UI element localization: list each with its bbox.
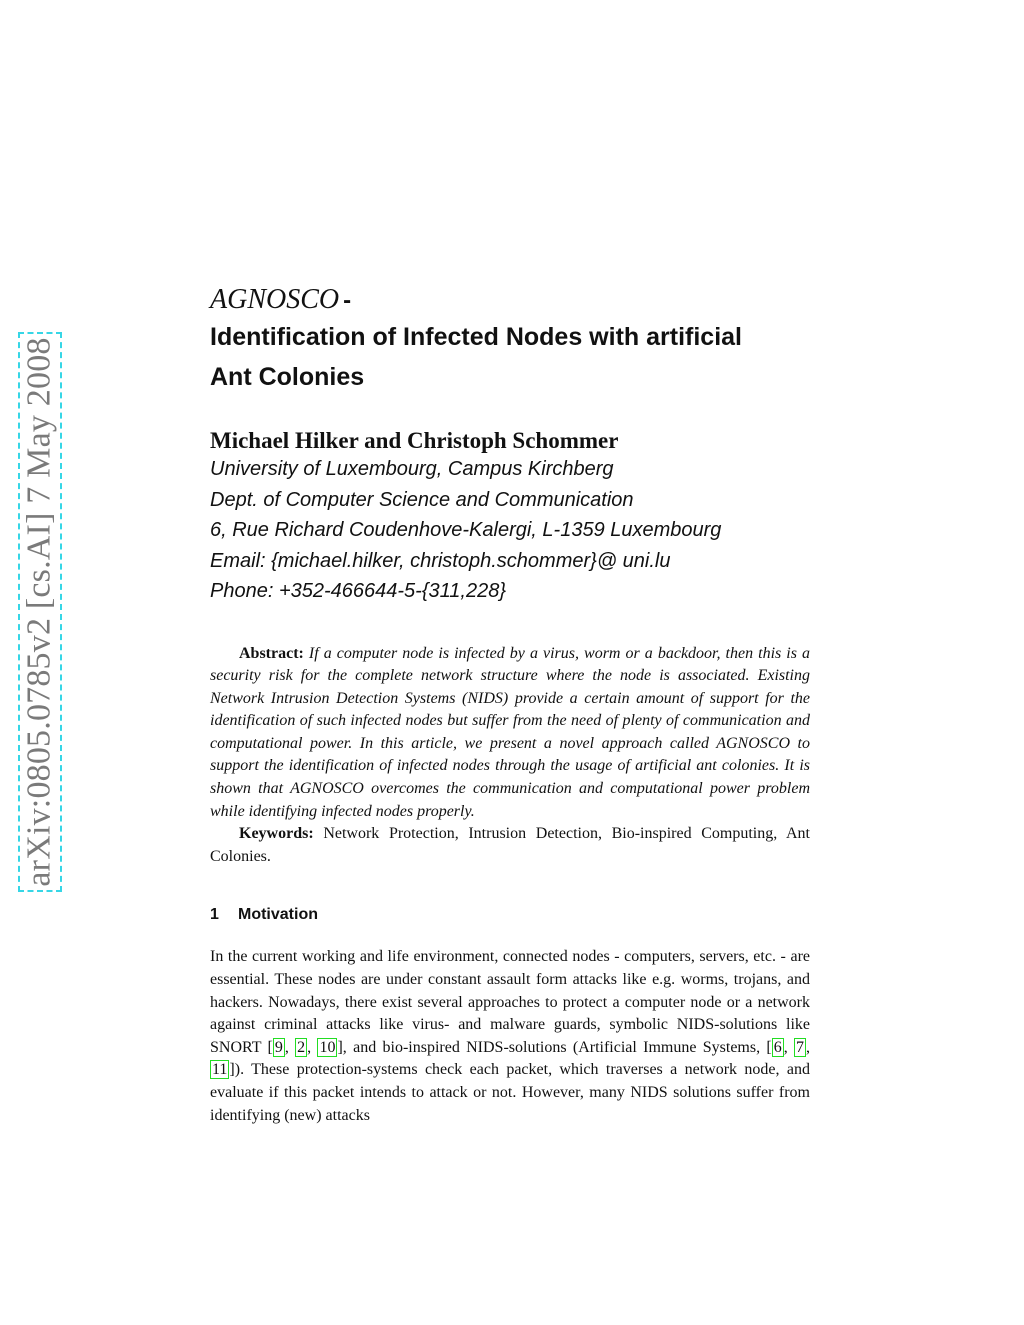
arxiv-identifier: arXiv:0805.0785v2 [cs.AI] 7 May 2008 xyxy=(21,337,59,887)
keywords-label: Keywords: xyxy=(239,825,314,843)
citation-separator: , xyxy=(783,1038,795,1056)
citation-link[interactable]: 6 xyxy=(773,1038,782,1056)
citation-separator: , xyxy=(284,1038,296,1056)
affiliation-address: 6, Rue Richard Coudenhove-Kalergi, L-1359 Luxembourg xyxy=(210,519,722,541)
abstract xyxy=(210,643,810,824)
title-dash: - xyxy=(343,287,352,314)
title-line-3: Ant Colonies xyxy=(210,363,365,391)
abstract-label: Abstract: xyxy=(239,644,304,662)
citation-separator: , xyxy=(806,1038,811,1056)
citation-link[interactable]: 7 xyxy=(796,1038,805,1056)
keywords xyxy=(210,823,810,868)
affiliation-block xyxy=(210,454,810,607)
citation-link[interactable]: 10 xyxy=(319,1038,336,1056)
paper-title xyxy=(210,284,810,396)
section-title: Motivation xyxy=(238,906,318,924)
affiliation-department: Dept. of Computer Science and Communication xyxy=(210,488,634,511)
title-line-2: Identification of Infected Nodes with artificial xyxy=(210,323,742,351)
arxiv-side-stamp xyxy=(18,332,62,892)
affiliation-university: University of Luxembourg, Campus Kirchberg xyxy=(210,458,614,480)
body-paragraph xyxy=(210,946,810,1127)
body-text-part-2: ], and bio-inspired NIDS-solutions (Artificial Immune Systems, [ xyxy=(337,1038,772,1056)
keywords-text: Network Protection, Intrusion Detection, Bio-inspired Computing, Ant Colonies. xyxy=(210,825,811,865)
title-acronym: AGNOSCO xyxy=(210,284,340,315)
body-text-part-1: In the current working and life environment, connected nodes - computers, servers, etc. - are essential. These nodes are under constant assault form attacks like e.g. worms, trojans, and hackers. Nowadays, there exist several approaches to protect a computer node or a network against criminal attacks like virus- and malware guards, symbolic NIDS-solutions like SNORT [ xyxy=(210,948,810,1056)
section-number: 1 xyxy=(210,906,219,924)
abstract-text: If a computer node is infected by a virus, worm or a backdoor, then this is a security risk for the complete network structure where the node is associated. Existing Network Intrusion Detection Systems (NIDS) provide a certain amount of support for the identification of such infected nodes but suffer from the need of plenty of communication and computational power. In this article, we present a novel approach called AGNOSCO to support the identification of infected nodes through the usage of artificial ant colonies. It is shown that AGNOSCO overcomes the communication and computational power problem while identifying infected nodes properly. xyxy=(210,644,811,820)
citation-separator: , xyxy=(307,1038,318,1056)
citation-link[interactable]: 11 xyxy=(212,1061,228,1079)
paper-header xyxy=(210,284,810,1127)
section-heading xyxy=(210,906,810,924)
citation-link[interactable]: 9 xyxy=(274,1038,283,1056)
citation-link[interactable]: 2 xyxy=(297,1038,306,1056)
author-names: Michael Hilker and Christoph Schommer xyxy=(210,428,619,453)
affiliation-phone: Phone: +352-466644-5-{311,228} xyxy=(210,580,507,602)
affiliation-email: Email: {michael.hilker, christoph.schommer}@ uni.lu xyxy=(210,549,671,572)
body-text-part-3: ]). These protection-systems check each packet, which traverses a network node, and evaluate if this packet intends to attack or not. However, many NIDS solutions suffer from identifying (new) attacks xyxy=(210,1061,810,1124)
